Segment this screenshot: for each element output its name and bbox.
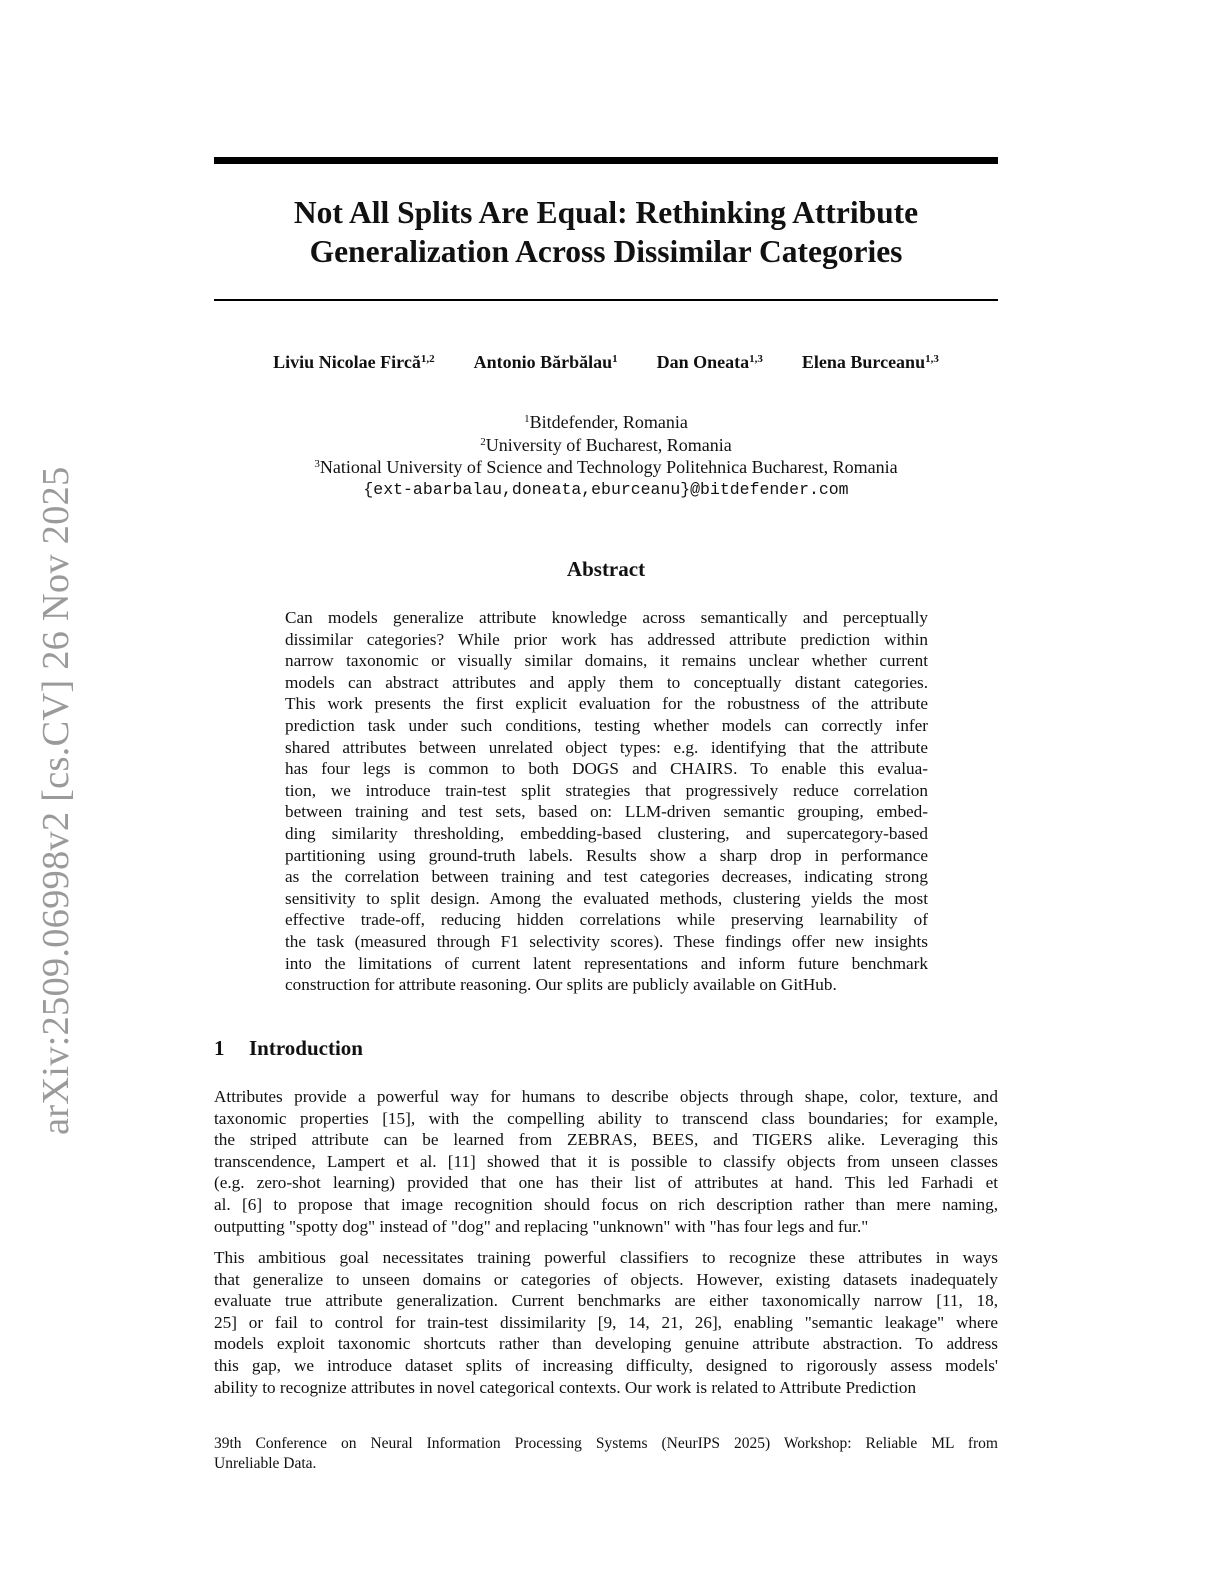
- paragraph-line: outputting "spotty dog" instead of "dog" and replacing "unknown" with "has four legs and fur.": [214, 1216, 869, 1236]
- paragraph-line: 25] or fail to control for train-test dissimilarity [9, 14, 21, 26], enabling "semantic leakage" where: [214, 1312, 998, 1332]
- author: Liviu Nicolae Fircă$^{1,2}$: [273, 352, 435, 372]
- paragraph-line: models exploit taxonomic shortcuts rather than developing genuine attribute abstraction. To address: [214, 1334, 998, 1354]
- paragraph-line: the striped attribute can be learned from ZEBRAS, BEES, and TIGERS alike. Leveraging this: [214, 1130, 998, 1150]
- title-rule-bottom: [214, 299, 998, 301]
- section-heading: [214, 1036, 363, 1061]
- paragraph-line: (e.g. zero-shot learning) provided that one has their list of attributes at hand. This led Farhadi et: [214, 1173, 998, 1193]
- paragraph-line: Attributes provide a powerful way for humans to describe objects through shape, color, texture, and: [214, 1087, 998, 1106]
- abstract-line: narrow taxonomic or visually similar domains, it remains unclear whether current: [285, 651, 928, 671]
- intro-paragraph-2: [214, 1247, 998, 1398]
- paper-title: [214, 193, 998, 271]
- abstract-body: [285, 607, 928, 996]
- abstract-line: as the correlation between training and test categories decreases, indicating strong: [285, 867, 928, 887]
- author-list: [214, 352, 998, 373]
- abstract-line: sensitivity to split design. Among the evaluated methods, clustering yields the most: [285, 888, 928, 908]
- section-title: Introduction: [249, 1036, 363, 1060]
- footnote-line: Unreliable Data.: [214, 1454, 317, 1472]
- affiliation: $^1$Bitdefender, Romania: [524, 412, 688, 432]
- abstract-heading: Abstract: [566, 557, 646, 581]
- abstract-line: ding similarity thresholding, embedding-based clustering, and supercategory-based: [285, 823, 928, 843]
- paragraph-line: al. [6] to propose that image recognition should focus on rich description rather than mere naming,: [214, 1194, 998, 1214]
- paragraph-line: taxonomic properties [15], with the compelling ability to transcend class boundaries; for example,: [214, 1108, 998, 1128]
- paragraph-line: evaluate true attribute generalization. Current benchmarks are either taxonomically narrow [11, 18,: [214, 1291, 998, 1311]
- abstract-line: has four legs is common to both DOGS and CHAIRS. To enable this evalua-: [285, 759, 928, 779]
- abstract-line: construction for attribute reasoning. Our splits are publicly available on GitHub.: [285, 975, 837, 995]
- abstract-line: shared attributes between unrelated object types: e.g. identifying that the attribute: [285, 737, 928, 757]
- abstract-line: dissimilar categories? While prior work has addressed attribute prediction within: [285, 629, 928, 649]
- title-rule-top: [214, 157, 998, 164]
- author: Dan Oneata$^{1,3}$: [656, 352, 763, 372]
- abstract-line: into the limitations of current latent representations and inform future benchmark: [285, 953, 928, 973]
- paragraph-line: that generalize to unseen domains or categories of objects. However, existing datasets inadequately: [214, 1269, 998, 1289]
- author: Antonio Bărbălau$^1$: [473, 352, 618, 372]
- abstract-line: This work presents the first explicit evaluation for the robustness of the attribute: [285, 694, 928, 714]
- abstract-line: partitioning using ground-truth labels. Results show a sharp drop in performance: [285, 845, 928, 865]
- intro-paragraph-1: [214, 1086, 998, 1237]
- paragraph-line: ability to recognize attributes in novel categorical contexts. Our work is related to Attribute Prediction: [214, 1377, 917, 1397]
- abstract-line: tion, we introduce train-test split strategies that progressively reduce correlation: [285, 780, 928, 800]
- abstract-line: prediction task under such conditions, testing whether models can correctly infer: [285, 715, 928, 735]
- affiliation: $^2$University of Bucharest, Romania: [480, 434, 732, 455]
- abstract-line: between training and test sets, based on: LLM-driven semantic grouping, embed-: [285, 802, 928, 822]
- paragraph-line: this gap, we introduce dataset splits of increasing difficulty, designed to rigorously assess models': [214, 1355, 998, 1375]
- footnote-line: 39th Conference on Neural Information Processing Systems (NeurIPS 2025) Workshop: Reliable ML from: [214, 1435, 998, 1452]
- affiliation: $^3$National University of Science and Technology Politehnica Bucharest, Romania: [314, 457, 898, 477]
- section-number: 1: [214, 1036, 225, 1060]
- abstract-line: the task (measured through F1 selectivity scores). These findings offer new insights: [285, 931, 928, 951]
- author: Elena Burceanu$^{1,3}$: [801, 352, 939, 372]
- title-line: Generalization Across Dissimilar Categories: [309, 234, 903, 269]
- affiliations: [214, 411, 998, 501]
- paragraph-line: transcendence, Lampert et al. [11] showed that it is possible to classify objects from unseen classes: [214, 1151, 998, 1171]
- abstract-line: effective trade-off, reducing hidden correlations while preserving learnability of: [285, 910, 928, 930]
- title-line: Not All Splits Are Equal: Rethinking Attribute: [293, 195, 919, 230]
- abstract-line: Can models generalize attribute knowledge across semantically and perceptually: [285, 608, 928, 627]
- arxiv-stamp-text: arXiv:2509.06998v2 [cs.CV] 26 Nov 2025: [35, 466, 77, 1135]
- author-email[interactable]: {ext-abarbalau,doneata,eburceanu}@bitdefender.com: [363, 479, 849, 499]
- paragraph-line: This ambitious goal necessitates training powerful classifiers to recognize these attributes in ways: [214, 1248, 998, 1267]
- conference-footnote: [214, 1434, 998, 1473]
- abstract-line: models can abstract attributes and apply them to conceptually distant categories.: [285, 672, 928, 692]
